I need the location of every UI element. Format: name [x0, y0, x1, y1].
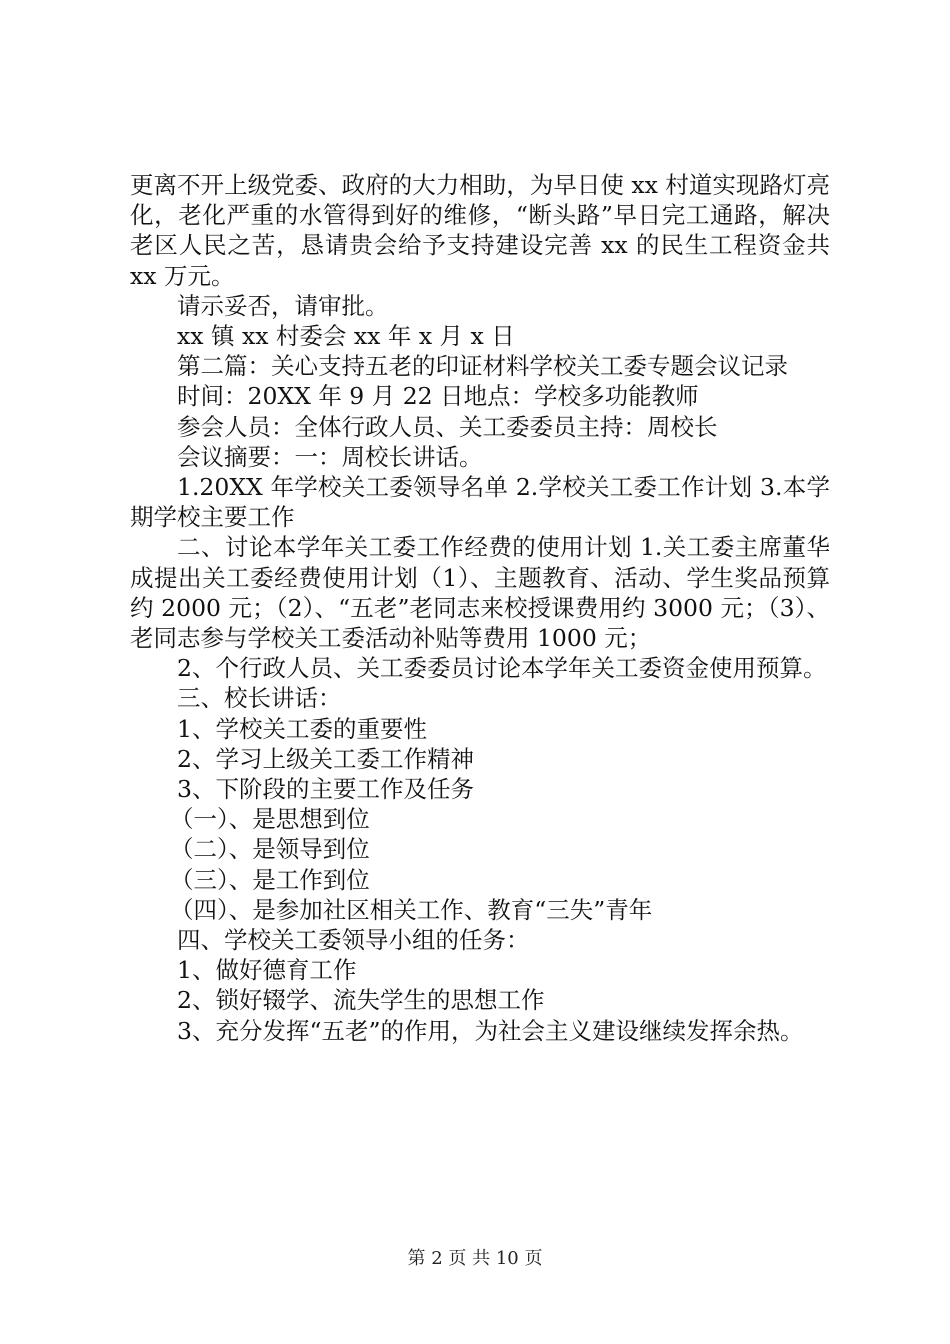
- list-item: 1、学校关工委的重要性: [177, 714, 427, 743]
- paragraph-19: 四、学校关工委领导小组的任务：: [177, 926, 530, 955]
- paragraph-1: 更离不开上级党委、政府的大力相助，为早日使 xx 村道实现路灯亮化，老化严重的水管得到好的维修，“断头路”早日完工通路，解决老区人民之苦，恳请贵会给予支持建设完善 xx 的民生工程资金共 xx 万元。: [130, 171, 830, 290]
- document-body: [130, 170, 830, 1046]
- paragraph-8: 1.20XX 年学校关工委领导名单 2.学校关工委工作计划 3.本学期学校主要工作: [130, 473, 830, 532]
- page-number-footer: 第 2 页 共 10 页: [407, 1248, 543, 1269]
- section-heading: 第二篇：关心支持五老的印证材料学校关工委专题会议记录: [177, 352, 788, 381]
- list-item: 3、下阶段的主要工作及任务: [177, 775, 474, 804]
- list-item: （一）、是思想到位: [170, 805, 370, 834]
- paragraph-5: 时间：20XX 年 9 月 22 日地点：学校多功能教师: [177, 382, 699, 411]
- list-item: 2、学习上级关工委工作精神: [177, 744, 474, 773]
- list-item: （二）、是领导到位: [170, 835, 370, 864]
- list-item: 2、锁好辍学、流失学生的思想工作: [177, 986, 545, 1015]
- list-item: （三）、是工作到位: [170, 865, 370, 894]
- paragraph-11: 三、校长讲话：: [177, 684, 342, 713]
- paragraph-2: 请示妥否，请审批。: [177, 291, 389, 320]
- paragraph-9: 二、讨论本学年关工委工作经费的使用计划 1.关工委主席董华成提出关工委经费使用计划（1）、主题教育、活动、学生奖品预算约 2000 元；（2）、“五老”老同志来校授课费用约 3000 元；（3）、老同志参与学校关工委活动补贴等费用 1000 元；: [130, 533, 830, 653]
- list-item: 1、做好德育工作: [177, 956, 357, 985]
- paragraph-10: 2、个行政人员、关工委委员讨论本学年关工委资金使用预算。: [177, 654, 827, 683]
- paragraph-7: 会议摘要：一：周校长讲话。: [177, 442, 483, 471]
- list-item: （四）、是参加社区相关工作、教育“三失”青年: [170, 895, 653, 924]
- paragraph-3: xx 镇 xx 村委会 xx 年 x 月 x 日: [177, 322, 515, 351]
- list-item: 3、充分发挥“五老”的作用，为社会主义建设继续发挥余热。: [177, 1016, 804, 1045]
- paragraph-6: 参会人员：全体行政人员、关工委委员主持：周校长: [177, 412, 718, 441]
